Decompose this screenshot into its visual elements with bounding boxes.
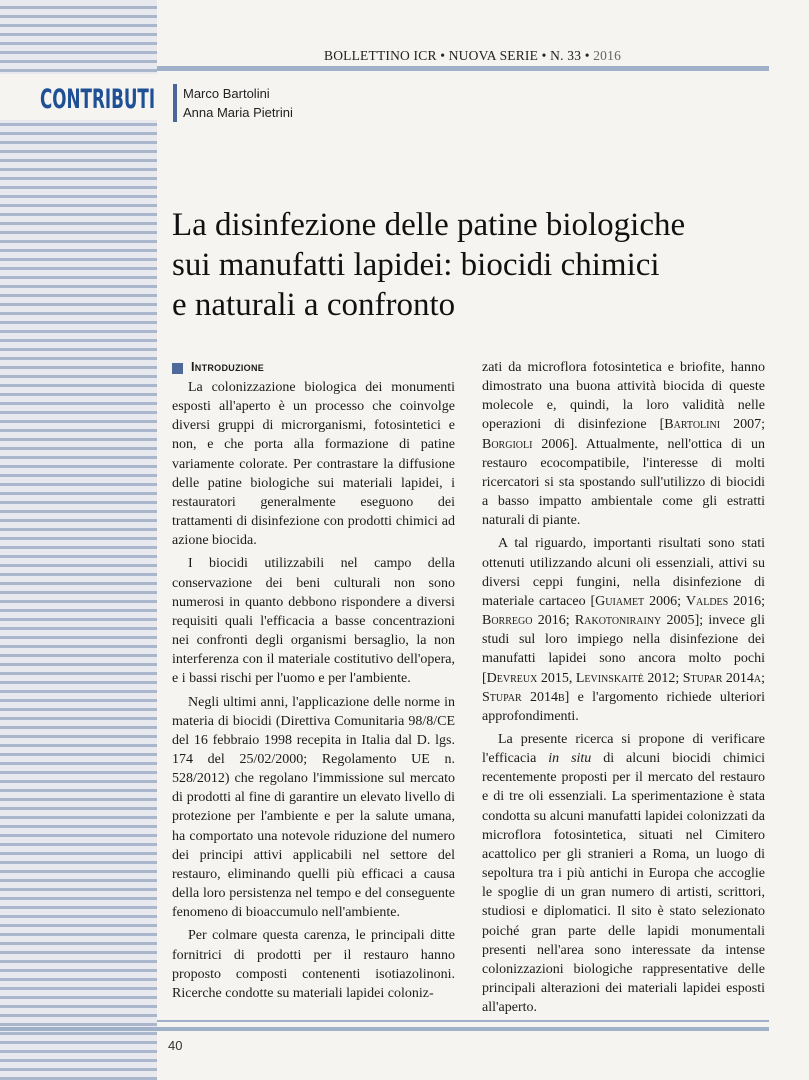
citation: Guiamet 2006 xyxy=(595,593,678,609)
authors xyxy=(183,84,293,122)
article-title xyxy=(172,205,762,325)
paragraph: Per colmare questa carenza, le principali ditte fornitrici di prodotti per il restauro hanno proposto composti contenenti isotiazolinoni. Ricerche condotte su materiali lapidei coloniz- xyxy=(172,928,455,1001)
journal-year: 2016 xyxy=(593,48,622,63)
text-run: zati da microflora fotosintetica e briofite, hanno dimostrato una buona attività biocida di queste molecole e, quindi, la loro validità nelle operazioni di disinfezione [ xyxy=(482,360,765,433)
journal-title: BOLLETTINO ICR • NUOVA SERIE • N. 33 • xyxy=(324,48,594,63)
author-name: Anna Maria Pietrini xyxy=(183,105,293,120)
heading-square-icon xyxy=(172,363,183,374)
citation: Bartolini 2007 xyxy=(664,417,762,433)
text-run: ; xyxy=(565,613,575,629)
text-run: di alcuni biocidi chimici recentemente proposti per il mercato del restauro e di tre oli essenziali. La sperimentazione è stata condotta su alcuni manufatti lapidei colonizzati da microflora fotosintetica, situati nel Cimitero acattolico per gli stranieri a Roma, un luogo di sepoltura tra i più antichi in Europa che accoglie le spoglie di un gran numero di artisti, scrittori, studiosi e diplomatici. Il sito è stato selezionato poiché gran parte delle lapidi monumentali presenti nell'area sono interessate da intense colonizzazioni biologiche rappresentative delle principali alterazioni dei materiali lapidei esposti all'aperto. xyxy=(482,751,765,1016)
section-label: CONTRIBUTI xyxy=(40,84,156,115)
citation: Borgioli 2006 xyxy=(482,436,570,452)
text-run: , xyxy=(568,670,576,686)
text-run: ; xyxy=(761,670,765,686)
title-line: La disinfezione delle patine biologiche xyxy=(172,207,686,243)
text-run: ]; invece gli studi sul loro impiego nella disinfezione dei manufatti lapidei sono ancora molto pochi [ xyxy=(482,613,765,686)
text-run: ; xyxy=(677,593,686,609)
footer-rule xyxy=(0,1027,769,1031)
paragraph: I biocidi utilizzabili nel campo della conservazione dei beni culturali non sono numerosi in quanto debbono rispondere a diversi requisiti quali l'efficacia a basse concentrazioni nei confronti degli organismi bersaglio, la non interferenza con il materiale costitutivo dell'opera, e i bassi rischi per l'uomo e per l'ambiente. xyxy=(172,556,455,687)
title-line: sui manufatti lapidei: biocidi chimici xyxy=(172,247,660,283)
title-line: e naturali a confronto xyxy=(172,287,456,323)
citation: Stupar 2014a xyxy=(682,670,762,686)
paragraph: Negli ultimi anni, l'applicazione delle norme in materia di biocidi (Direttiva Comunitaria 98/8/CE del 16 febbraio 1998 recepita in Italia dal D. lgs. 174 del 25/02/2000; Regolamento UE n. 528/2012) che regolano l'immissione sul mercato di prodotti al fine di garantire un elevato livello di protezione per l'ambiente e per la salute umana, ha comportato una notevole riduzione del numero dei principi attivi applicabili nel settore del restauro, eliminando quelli più efficaci a causa della loro persistenza nel tempo e del conseguente fenomeno di bioaccumulo nell'ambiente. xyxy=(172,694,455,921)
citation: Stupar 2014b xyxy=(482,689,565,705)
citation: Valdes 2016 xyxy=(685,593,762,609)
text-run: La presente ricerca si propone di verificare l'efficacia xyxy=(482,731,765,767)
citation: Borrego 2016 xyxy=(482,613,566,629)
header-rule xyxy=(157,66,769,71)
paragraph: La colonizzazione biologica dei monumenti esposti all'aperto è un processo che coinvolge diversi gruppi di microrganismi, fotosintetici e non, e che porta alla formazione di patine variamente colorate. Per contrastare la diffusione delle patine biologiche sui materiali lapidei, i restauratori generalmente eseguono dei trattamenti di disinfezione con prodotti chimici ad azione biocida. xyxy=(172,380,455,549)
citation: Rakotonirainy 2005 xyxy=(574,613,695,629)
running-header xyxy=(324,48,621,64)
text-run: ; xyxy=(675,670,683,686)
right-column xyxy=(482,358,765,1017)
paragraph xyxy=(482,534,765,726)
section-heading-text: Introduzione xyxy=(191,360,265,375)
italic-text: in situ xyxy=(548,751,592,767)
page-number: 40 xyxy=(168,1038,183,1053)
footer-rule-thin xyxy=(157,1020,769,1022)
text-run: ] e l'argomento richiede ulteriori approfondimenti. xyxy=(482,689,765,724)
left-column xyxy=(172,358,455,1003)
text-run: A tal riguardo, importanti risultati sono stati ottenuti utilizzando alcuni oli essenziali, attivi su diversi ceppi fungini, nella disinfezione di materiale cartaceo [ xyxy=(482,536,765,609)
decorative-stripes xyxy=(0,0,157,1080)
text-run: ; xyxy=(761,593,766,609)
section-heading xyxy=(172,358,455,378)
citation: Devreux 2015 xyxy=(486,670,569,686)
citation: Levinskaitė 2012 xyxy=(575,670,676,686)
paragraph xyxy=(482,730,765,1017)
text-run: ]. Attualmente, nell'ottica di un restauro ecocompatibile, l'interesse di molti ricercatori si sta spostando sull'utilizzo di biocidi a basso impatto ambientale come gli estratti naturali di piante. xyxy=(482,436,765,529)
paragraph xyxy=(482,358,765,530)
author-bar xyxy=(173,84,177,122)
author-name: Marco Bartolini xyxy=(183,86,270,101)
text-run: ; xyxy=(761,417,765,433)
